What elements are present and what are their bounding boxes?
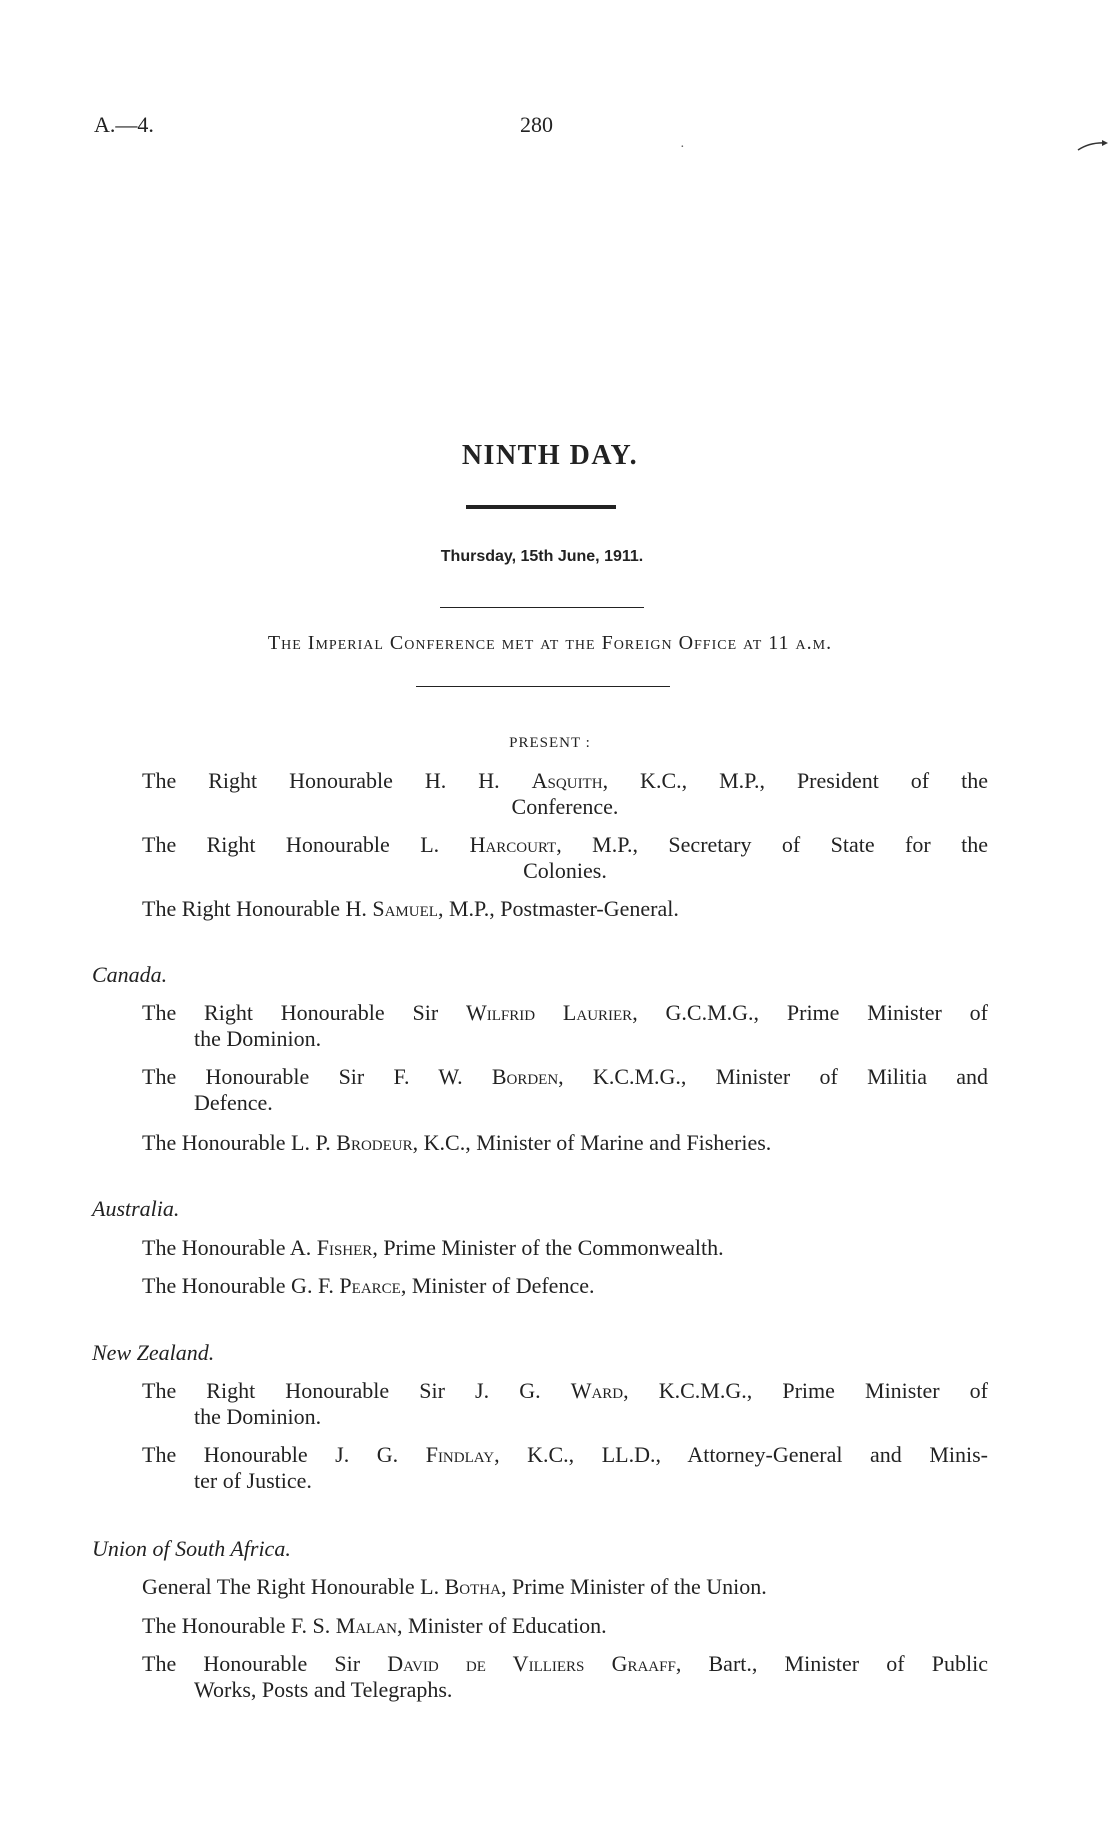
entry-line (142, 1000, 988, 1026)
section-heading-south-africa: Union of South Africa. (92, 1536, 291, 1561)
page-number: 280 (520, 112, 553, 137)
entry-prefix: The Honourable J. G. (142, 1442, 426, 1467)
entry-name: David de Villiers Graaff (387, 1651, 676, 1676)
entry-name: Findlay (425, 1442, 495, 1467)
section-heading-new-zealand: New Zealand. (92, 1340, 215, 1365)
entry-line (142, 768, 988, 794)
entry-continuation: the Dominion. (194, 1026, 322, 1051)
entry-name: Ward (570, 1378, 624, 1403)
entry-suffix: , M.P., Postmaster-General. (437, 896, 679, 921)
scan-mark-icon (1076, 136, 1110, 154)
entry-suffix: , K.C., LL.D., Attorney-General and Minis- (494, 1442, 988, 1467)
entry-continuation: the Dominion. (194, 1404, 322, 1429)
entry-suffix: , Minister of Defence. (400, 1273, 595, 1298)
entry-prefix: The Honourable Sir (142, 1651, 388, 1676)
entry-line (142, 1651, 988, 1677)
entry-name: Brodeur (336, 1130, 413, 1155)
page-title: NINTH DAY. (461, 440, 639, 471)
section-heading-australia: Australia. (92, 1196, 180, 1221)
entry-prefix: The Honourable F. S. (142, 1613, 336, 1638)
entry-suffix: , K.C., M.P., President of the (602, 768, 989, 793)
entry-name: Samuel (372, 896, 438, 921)
entry-name: Wilfrid Laurier (465, 1000, 633, 1025)
entry-line (142, 832, 988, 858)
entry-prefix: The Honourable L. P. (142, 1130, 337, 1155)
member-entry (142, 1235, 988, 1261)
page-reference: A.—4. (94, 112, 154, 137)
entry-suffix: , M.P., Secretary of State for the (556, 832, 988, 857)
entry-prefix: The Honourable G. F. (142, 1273, 340, 1298)
entry-name: Harcourt (469, 832, 557, 857)
entry-line (142, 1064, 988, 1090)
member-entry (142, 1613, 988, 1639)
present-entry (142, 896, 988, 922)
member-entry (142, 1064, 988, 1116)
entry-name: Pearce (339, 1273, 401, 1298)
entry-name: Asquith (531, 768, 603, 793)
entry-suffix: , Prime Minister of the Commonwealth. (372, 1235, 724, 1260)
divider-rule (416, 686, 670, 687)
member-entry (142, 1574, 988, 1600)
entry-prefix: The Right Honourable L. (142, 832, 470, 857)
entry-name: Malan (335, 1613, 398, 1638)
entry-suffix: , K.C., Minister of Marine and Fisheries. (412, 1130, 772, 1155)
entry-continuation: Colonies. (523, 858, 607, 883)
entry-suffix: , K.C.M.G., Minister of Militia and (558, 1064, 988, 1089)
title-rule (466, 505, 616, 509)
member-entry (142, 1378, 988, 1430)
entry-prefix: The Right Honourable Sir (142, 1000, 466, 1025)
member-entry (142, 1442, 988, 1494)
member-entry (142, 1000, 988, 1052)
entry-name: Borden (491, 1064, 559, 1089)
entry-suffix: , Minister of Education. (397, 1613, 607, 1638)
entry-name: Fisher (316, 1235, 373, 1260)
section-heading-canada: Canada. (92, 962, 168, 987)
present-label: PRESENT : (509, 735, 591, 751)
entry-prefix: The Honourable A. (142, 1235, 317, 1260)
entry-suffix: , K.C.M.G., Prime Minister of (623, 1378, 988, 1403)
member-entry (142, 1130, 988, 1156)
meeting-line: The Imperial Conference met at the Foreign Office at 11 a.m. (267, 632, 833, 654)
entry-continuation: ter of Justice. (194, 1468, 312, 1493)
entry-suffix: , G.C.M.G., Prime Minister of (632, 1000, 988, 1025)
entry-prefix: General The Right Honourable L. (142, 1574, 445, 1599)
meeting-date: Thursday, 15th June, 1911. (440, 548, 644, 565)
entry-suffix: , Bart., Minister of Public (675, 1651, 989, 1676)
entry-line (142, 1442, 988, 1468)
entry-prefix: The Right Honourable H. (142, 896, 373, 921)
present-entry (142, 832, 988, 884)
entry-suffix: , Prime Minister of the Union. (500, 1574, 767, 1599)
divider-rule (440, 607, 644, 608)
entry-prefix: The Right Honourable Sir J. G. (142, 1378, 571, 1403)
entry-continuation: Works, Posts and Telegraphs. (194, 1677, 453, 1702)
member-entry (142, 1273, 988, 1299)
present-entry (142, 768, 988, 820)
entry-prefix: The Right Honourable H. H. (142, 768, 532, 793)
entry-line (142, 1378, 988, 1404)
entry-name: Botha (444, 1574, 501, 1599)
entry-prefix: The Honourable Sir F. W. (142, 1064, 492, 1089)
entry-continuation: Conference. (511, 794, 619, 819)
entry-continuation: Defence. (194, 1090, 273, 1115)
member-entry (142, 1651, 988, 1703)
scan-speck: · (680, 140, 685, 155)
